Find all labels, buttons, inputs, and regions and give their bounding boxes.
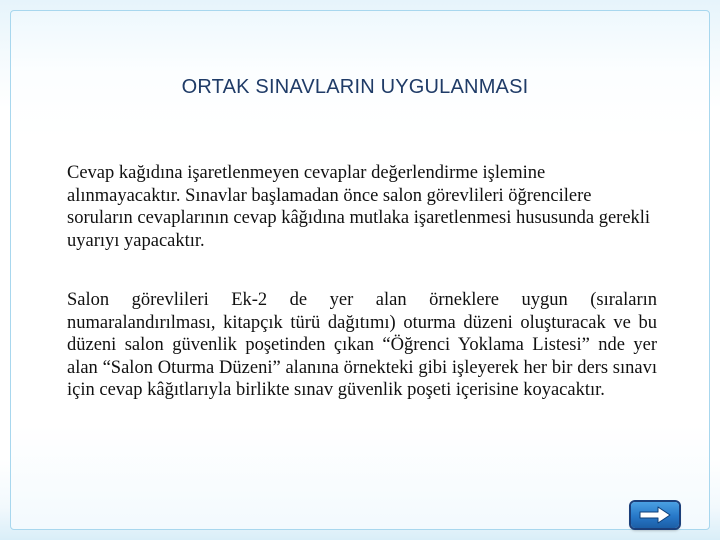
paragraph-answer-sheet: Cevap kağıdına işaretlenmeyen cevaplar değerlendirme işlemine alınmayacaktır. Sınavlar başlamadan önce salon görevlileri öğrencilere soruların cevaplarının cevap kâğıdına mutlaka işaretlenmesi hususunda gerekli uyarıyı yapacaktır. [67,163,651,251]
slide-title: ORTAK SINAVLARIN UYGULANMASI [181,76,529,98]
arrow-right-icon [638,506,672,524]
paragraph-seating-plan: Salon görevlileri Ek-2 de yer alan örneklere uygun (sıraların numaralandırılması, kitapçık türü dağıtımı) oturma düzeni oluşturacak ve bu düzeni salon güvenlik poşetinden çıkan “Öğrenci Yoklama Listesi” nde yer alan “Salon Oturma Düzeni” alanına örnekteki gibi işleyerek her bir ders sınavı için cevap kâğıtlarıyla birlikte sınav güvenlik poşeti içerisine koyacaktır. [67,290,657,401]
next-slide-button[interactable] [631,502,679,528]
